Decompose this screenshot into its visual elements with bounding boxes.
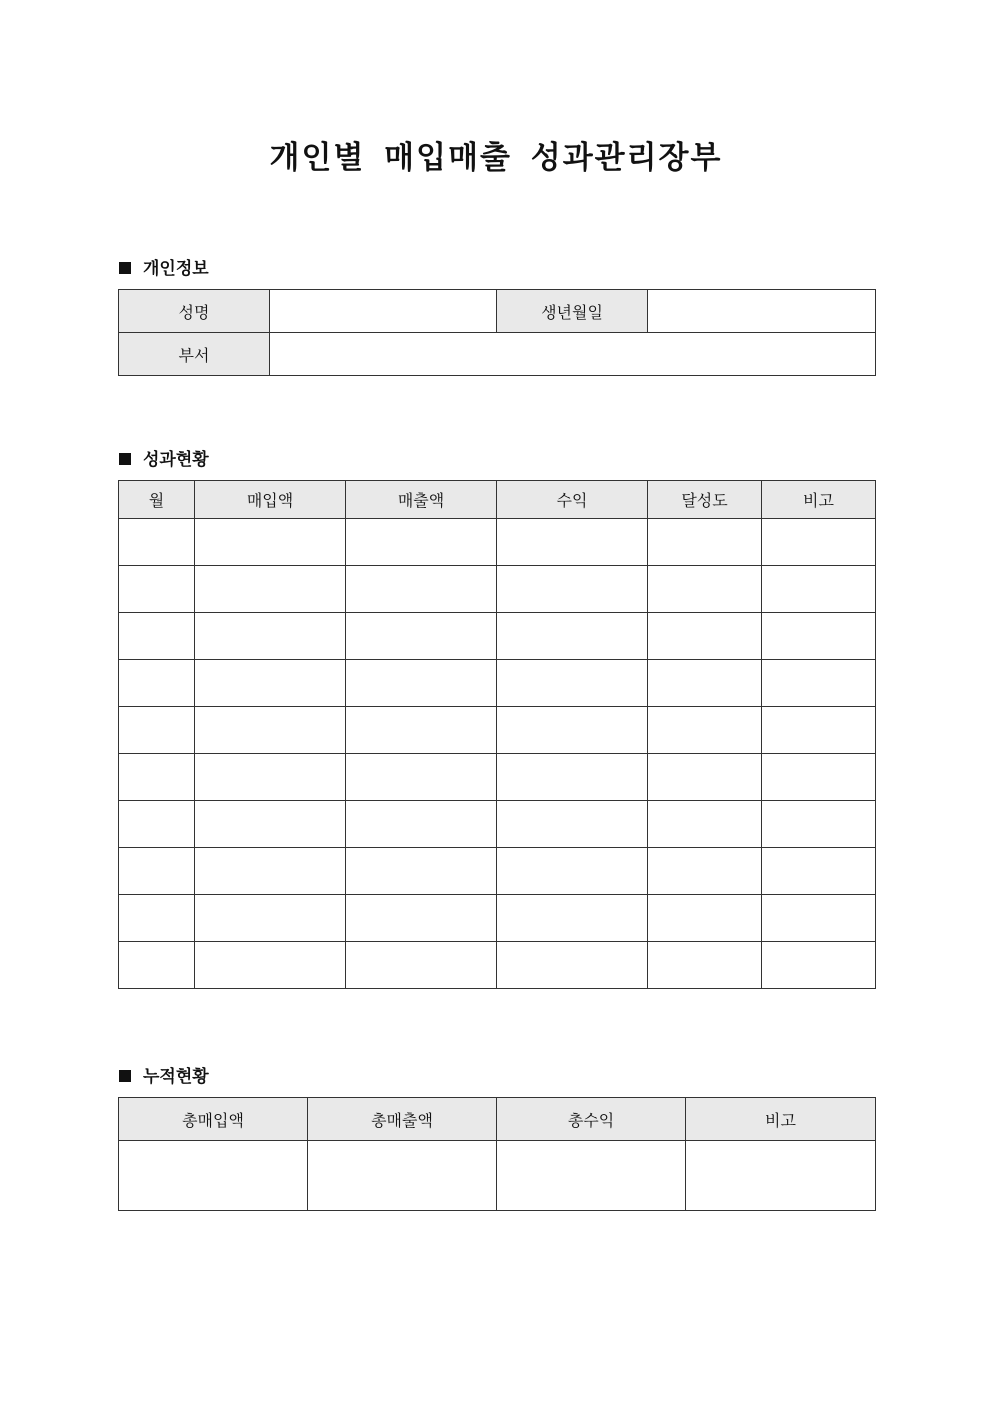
cumulative-header-row [119,1098,876,1141]
total-purchase-cell[interactable] [119,1141,308,1211]
table-row [119,1141,876,1211]
column-header-achievement: 달성도 [648,481,762,519]
profit-cell[interactable] [497,660,648,707]
profit-cell[interactable] [497,754,648,801]
profit-cell[interactable] [497,707,648,754]
column-header-total-purchase: 총매입액 [119,1098,308,1141]
purchase-amount-cell[interactable] [195,801,346,848]
profit-cell[interactable] [497,566,648,613]
column-header-remarks: 비고 [762,481,876,519]
birthdate-label: 생년월일 [497,290,648,333]
remarks-cell[interactable] [762,942,876,989]
month-cell[interactable] [119,660,195,707]
square-bullet-icon [119,453,131,465]
cumulative-table [118,1097,876,1211]
achievement-cell[interactable] [648,801,762,848]
achievement-cell[interactable] [648,707,762,754]
total-profit-cell[interactable] [497,1141,686,1211]
remarks-cell[interactable] [762,660,876,707]
column-header-remarks: 비고 [686,1098,876,1141]
column-header-profit: 수익 [497,481,648,519]
performance-header-row [119,481,876,519]
month-cell[interactable] [119,895,195,942]
remarks-cell[interactable] [762,895,876,942]
profit-cell[interactable] [497,519,648,566]
sales-amount-cell[interactable] [346,566,497,613]
document-title: 개인별 매입매출 성과관리장부 [269,140,723,176]
achievement-cell[interactable] [648,613,762,660]
achievement-cell[interactable] [648,942,762,989]
profit-cell[interactable] [497,942,648,989]
department-field[interactable] [270,333,876,376]
remarks-cell[interactable] [762,613,876,660]
table-row [119,707,876,754]
remarks-cell[interactable] [686,1141,876,1211]
sales-amount-cell[interactable] [346,942,497,989]
column-header-sales-amount: 매출액 [346,481,497,519]
table-row [119,566,876,613]
purchase-amount-cell[interactable] [195,660,346,707]
sales-amount-cell[interactable] [346,707,497,754]
purchase-amount-cell[interactable] [195,754,346,801]
section-heading-label: 누적현황 [143,1067,209,1087]
profit-cell[interactable] [497,613,648,660]
month-cell[interactable] [119,566,195,613]
month-cell[interactable] [119,707,195,754]
table-row [119,801,876,848]
achievement-cell[interactable] [648,848,762,895]
table-row [119,660,876,707]
achievement-cell[interactable] [648,519,762,566]
section-heading-personal-info [119,254,209,279]
remarks-cell[interactable] [762,566,876,613]
remarks-cell[interactable] [762,519,876,566]
column-header-month: 월 [119,481,195,519]
table-row [119,942,876,989]
remarks-cell[interactable] [762,848,876,895]
remarks-cell[interactable] [762,754,876,801]
birthdate-field[interactable] [648,290,876,333]
remarks-cell[interactable] [762,801,876,848]
section-heading-label: 개인정보 [143,259,209,279]
sales-amount-cell[interactable] [346,660,497,707]
table-row [119,895,876,942]
section-heading-performance [119,445,209,470]
purchase-amount-cell[interactable] [195,566,346,613]
sales-amount-cell[interactable] [346,895,497,942]
achievement-cell[interactable] [648,566,762,613]
performance-table [118,480,876,989]
purchase-amount-cell[interactable] [195,707,346,754]
profit-cell[interactable] [497,801,648,848]
achievement-cell[interactable] [648,754,762,801]
month-cell[interactable] [119,754,195,801]
section-heading-cumulative [119,1062,209,1087]
table-row [119,613,876,660]
achievement-cell[interactable] [648,895,762,942]
square-bullet-icon [119,1070,131,1082]
column-header-total-sales: 총매출액 [308,1098,497,1141]
achievement-cell[interactable] [648,660,762,707]
sales-amount-cell[interactable] [346,613,497,660]
profit-cell[interactable] [497,895,648,942]
square-bullet-icon [119,262,131,274]
profit-cell[interactable] [497,848,648,895]
month-cell[interactable] [119,848,195,895]
department-label: 부서 [119,333,270,376]
purchase-amount-cell[interactable] [195,519,346,566]
section-heading-label: 성과현황 [143,450,209,470]
name-label: 성명 [119,290,270,333]
remarks-cell[interactable] [762,707,876,754]
purchase-amount-cell[interactable] [195,848,346,895]
sales-amount-cell[interactable] [346,848,497,895]
purchase-amount-cell[interactable] [195,895,346,942]
column-header-total-profit: 총수익 [497,1098,686,1141]
month-cell[interactable] [119,942,195,989]
sales-amount-cell[interactable] [346,754,497,801]
month-cell[interactable] [119,801,195,848]
total-sales-cell[interactable] [308,1141,497,1211]
month-cell[interactable] [119,613,195,660]
month-cell[interactable] [119,519,195,566]
personal-info-table [118,289,876,376]
column-header-purchase-amount: 매입액 [195,481,346,519]
name-field[interactable] [270,290,497,333]
purchase-amount-cell[interactable] [195,942,346,989]
sales-amount-cell[interactable] [346,801,497,848]
sales-amount-cell[interactable] [346,519,497,566]
table-row [119,848,876,895]
table-row [119,519,876,566]
table-row [119,754,876,801]
purchase-amount-cell[interactable] [195,613,346,660]
